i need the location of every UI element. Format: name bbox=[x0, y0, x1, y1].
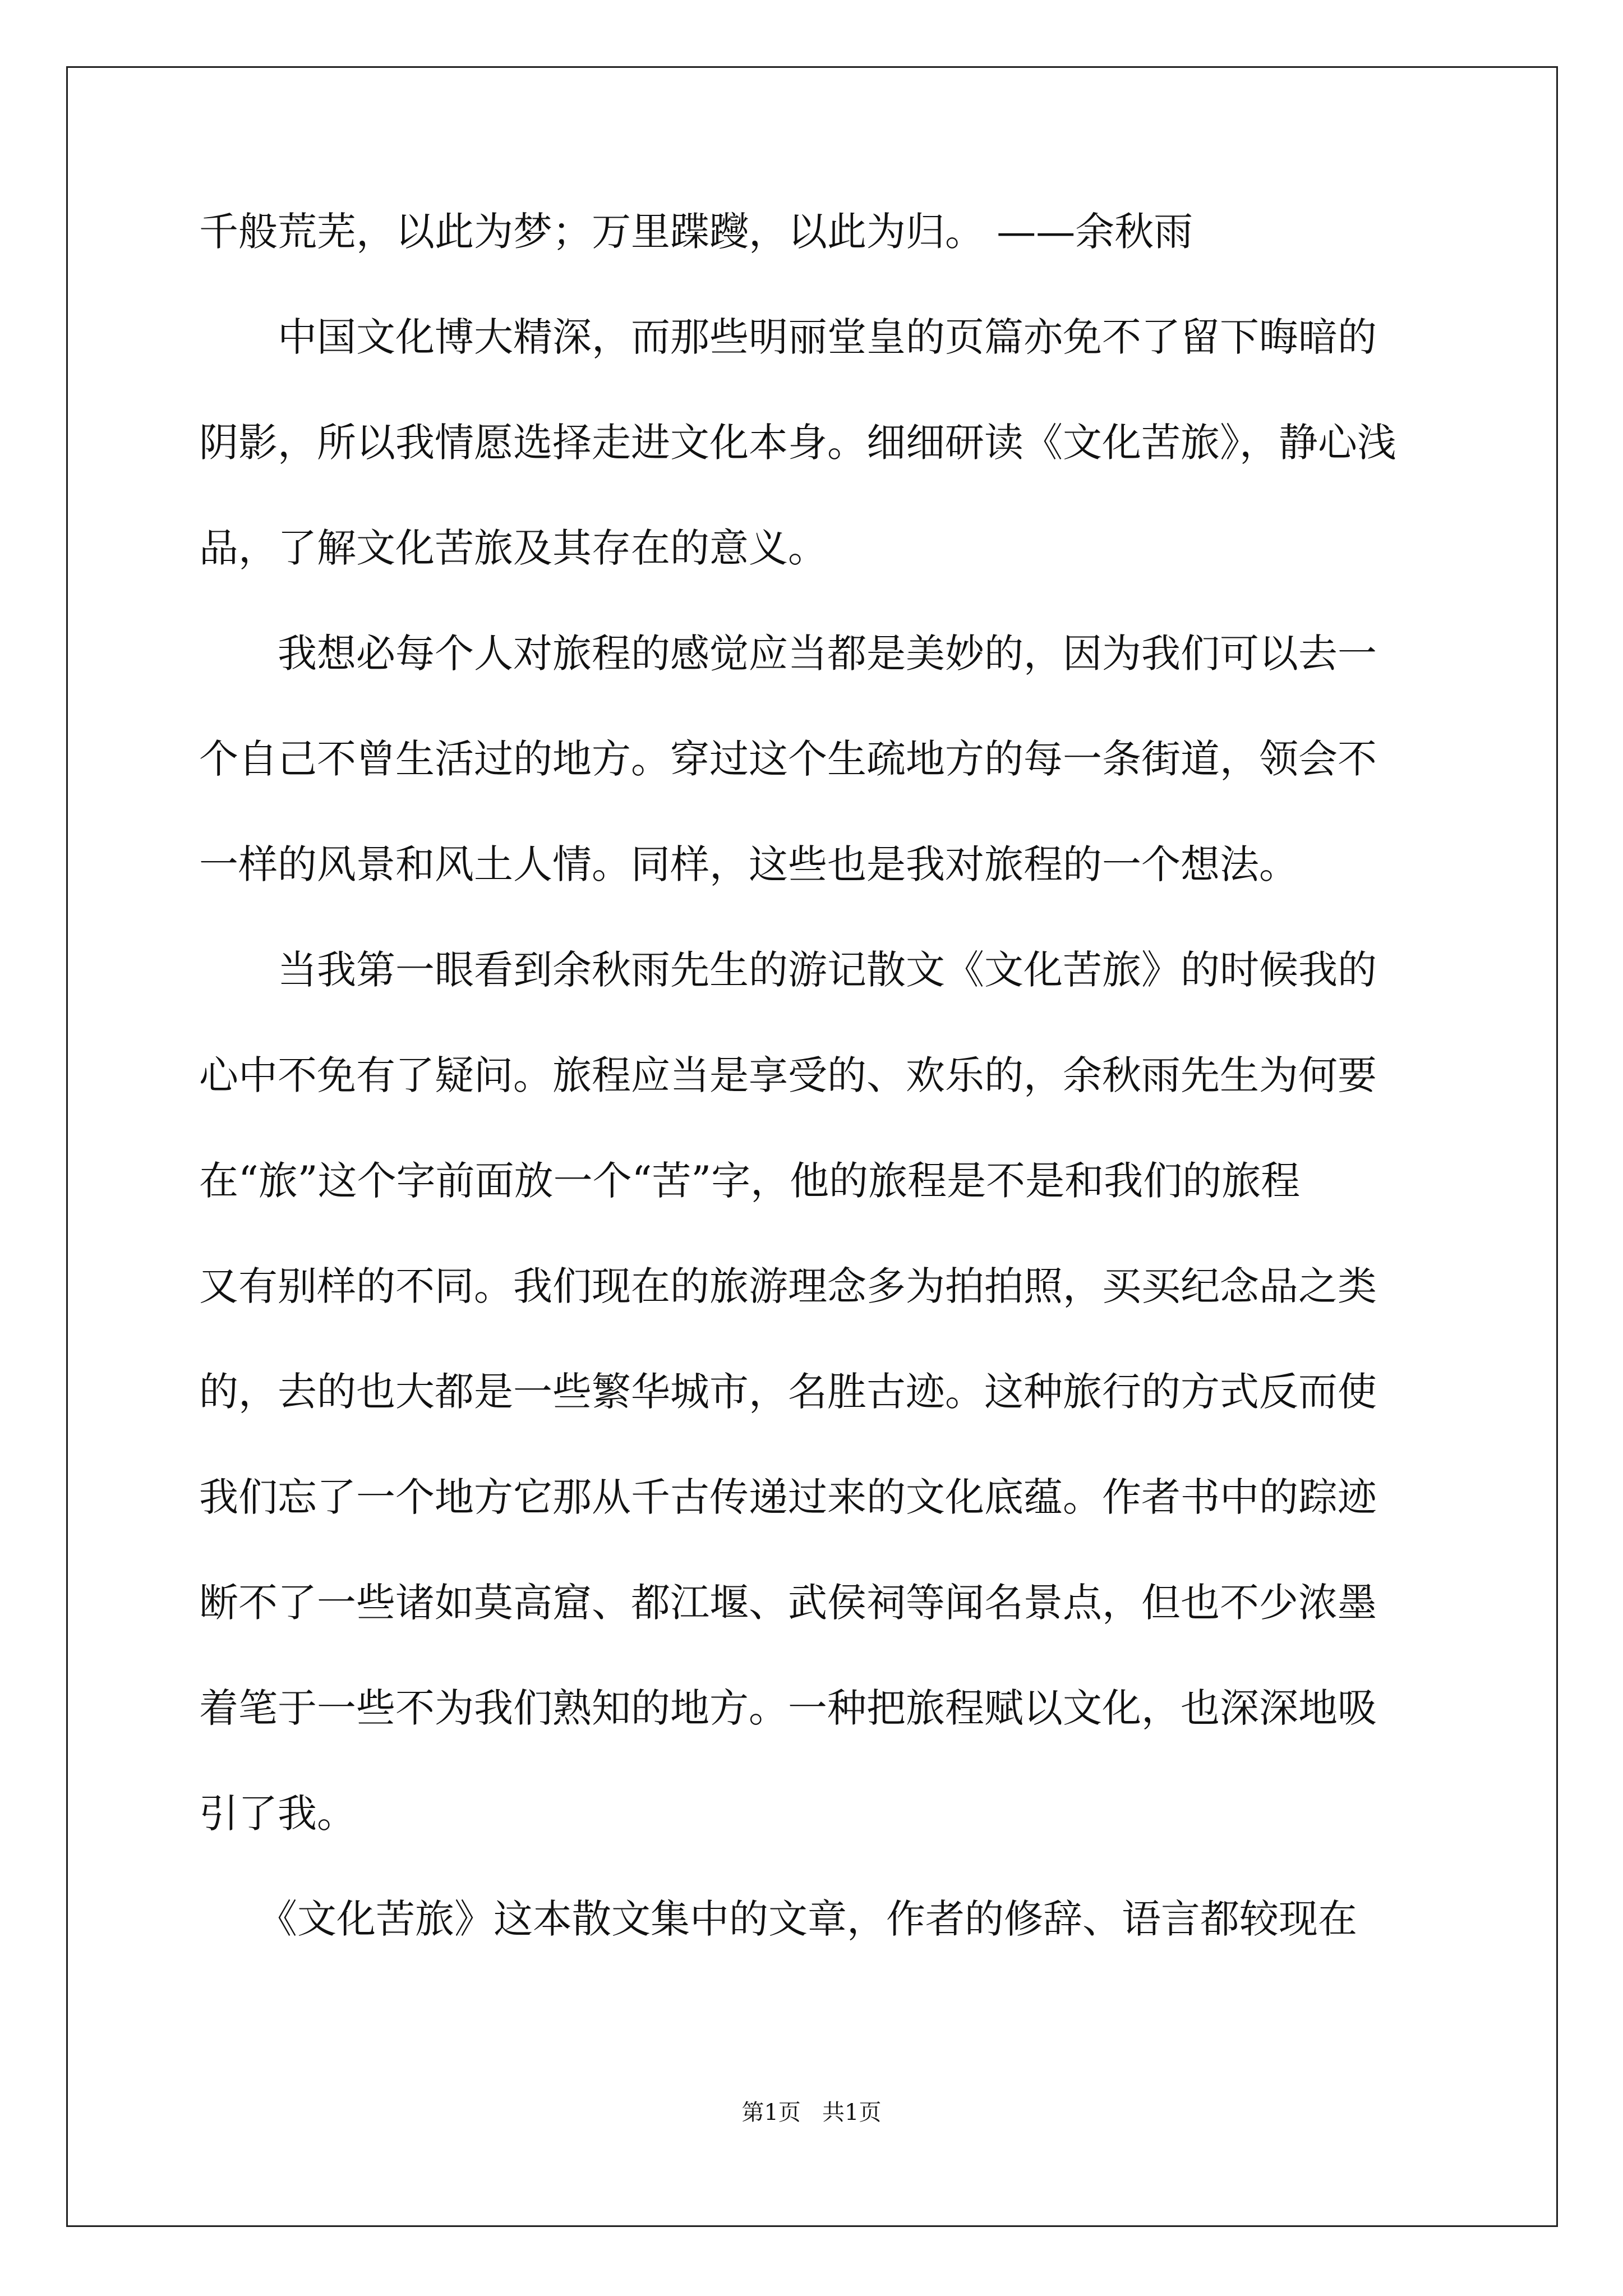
text-line: 个自己不曾生活过的地方。穿过这个生疏地方的每一条街道，领会不 bbox=[199, 736, 1377, 782]
text-line: 我们忘了一个地方它那从千古传递过来的文化底蕴。作者书中的踪迹 bbox=[199, 1474, 1377, 1520]
text-line: 心中不免有了疑问。旅程应当是享受的、欢乐的，余秋雨先生为何要 bbox=[199, 1052, 1377, 1098]
text-line: 引了我。 bbox=[199, 1791, 356, 1837]
text-line: 阴影，所以我情愿选择走进文化本身。细细研读《文化苦旅》，静心浅 bbox=[199, 420, 1396, 466]
text-line: 的，去的也大都是一些繁华城市，名胜古迹。这种旅行的方式反而使 bbox=[199, 1369, 1377, 1415]
text-line: 断不了一些诸如莫高窟、都江堰、武侯祠等闻名景点，但也不少浓墨 bbox=[199, 1580, 1377, 1626]
text-line: 一样的风景和风土人情。同样，这些也是我对旅程的一个想法。 bbox=[199, 841, 1298, 887]
page-number-footer: 第1页 共1页 bbox=[741, 2100, 882, 2125]
text-line: 在“旅”这个字前面放一个“苦”字，他的旅程是不是和我们的旅程 bbox=[199, 1158, 1301, 1204]
text-line: 千般荒芜，以此为梦；万里蹀躞，以此为归。 ——余秋雨 bbox=[199, 209, 1193, 255]
text-line: 品，了解文化苦旅及其存在的意义。 bbox=[199, 525, 827, 571]
text-line: 中国文化博大精深，而那些明丽堂皇的页篇亦免不了留下晦暗的 bbox=[199, 314, 1377, 360]
text-line: 当我第一眼看到余秋雨先生的游记散文《文化苦旅》的时候我的 bbox=[199, 947, 1377, 993]
text-line: 着笔于一些不为我们熟知的地方。一种把旅程赋以文化，也深深地吸 bbox=[199, 1685, 1377, 1731]
text-line: 又有别样的不同。我们现在的旅游理念多为拍拍照，买买纪念品之类 bbox=[199, 1263, 1377, 1309]
text-line: 我想必每个人对旅程的感觉应当都是美妙的，因为我们可以去一 bbox=[199, 631, 1377, 677]
text-line: 《文化苦旅》这本散文集中的文章，作者的修辞、语言都较现在 bbox=[199, 1896, 1357, 1942]
